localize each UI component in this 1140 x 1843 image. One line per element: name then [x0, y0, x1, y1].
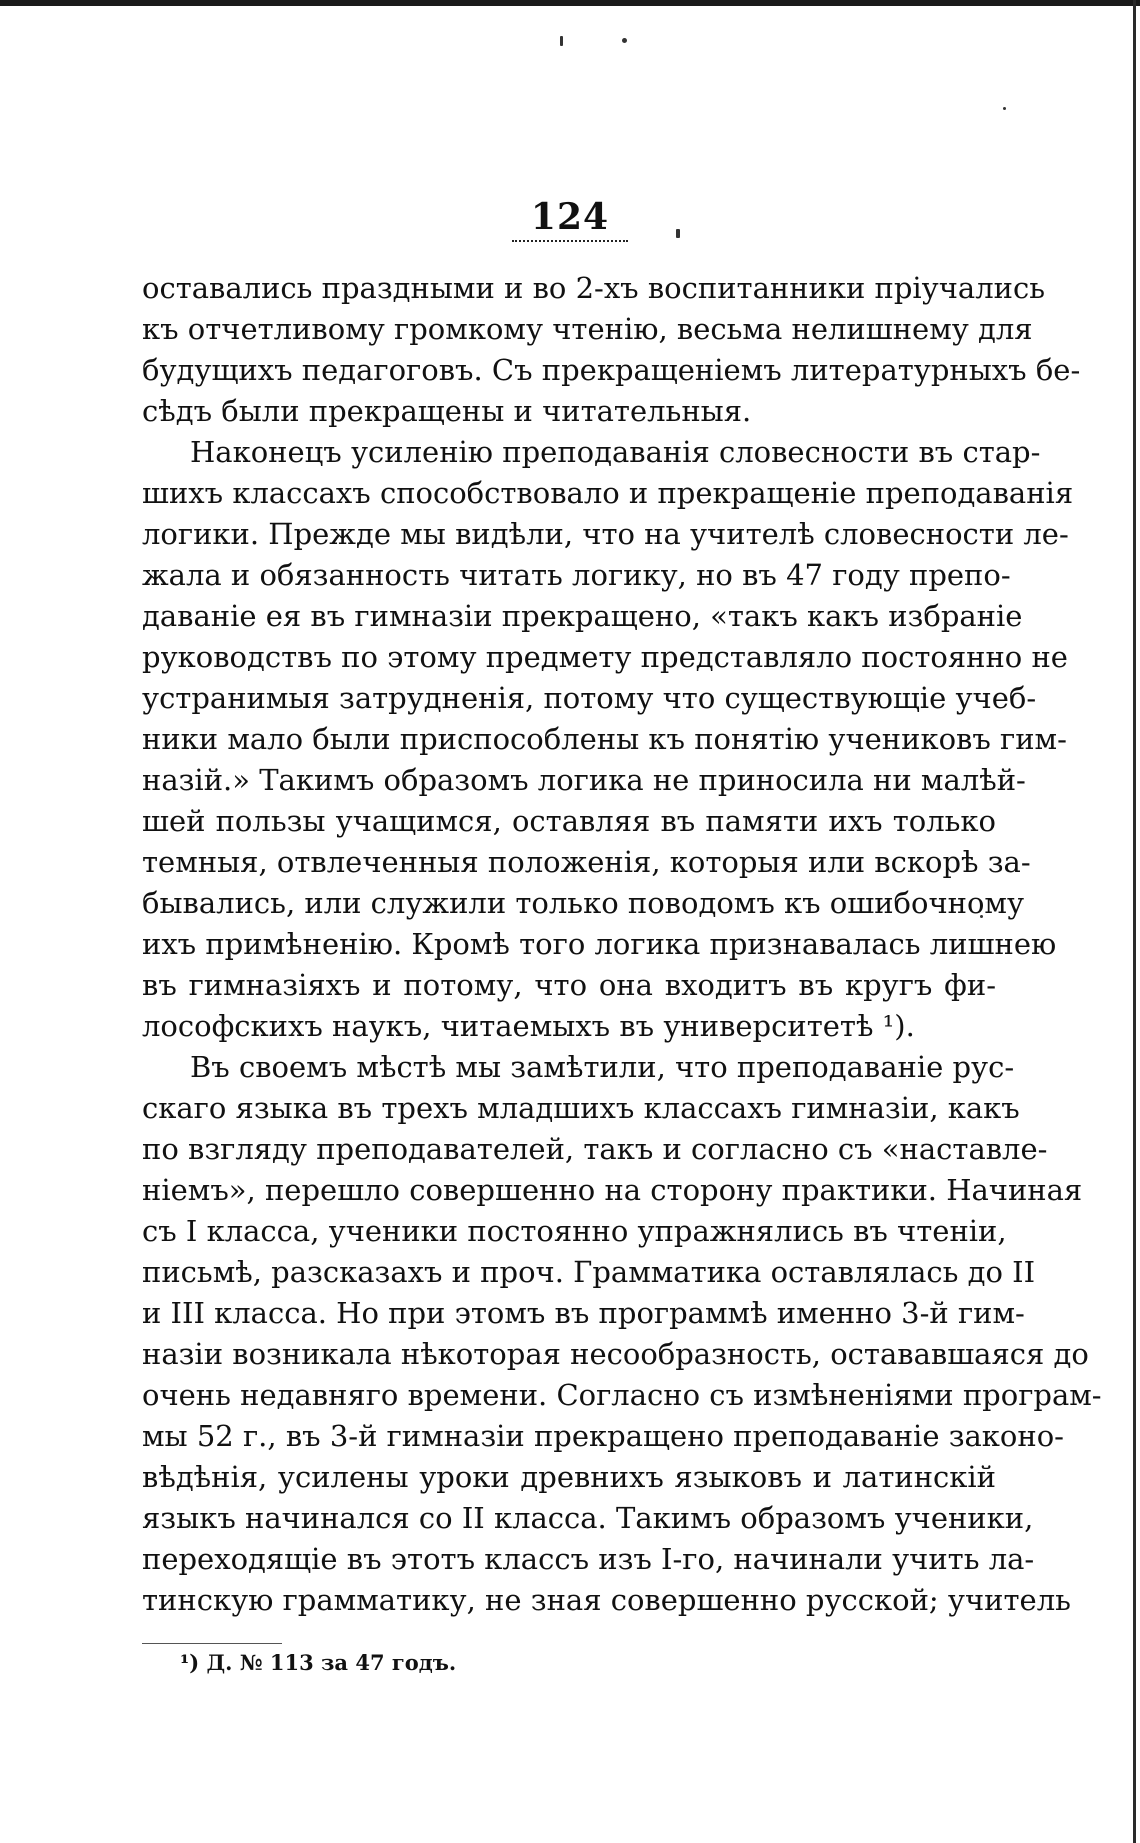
ink-speck — [560, 36, 563, 46]
page-number-underline — [512, 240, 628, 242]
body-text — [142, 268, 1102, 1621]
text-line: мы 52 г., въ 3-й гимназіи прекращено преподаваніе законо- — [142, 1419, 1064, 1453]
text-line: шихъ классахъ способствовало и прекращеніе преподаванія — [142, 476, 1074, 510]
page-number: 124 — [530, 196, 610, 238]
text-line: руководствъ по этому предмету представляло постоянно не — [142, 640, 1068, 674]
text-line: бывались, или служили только поводомъ къ ошибочному — [142, 886, 1025, 920]
text-line: къ отчетливому громкому чтенію, весьма нелишнему для — [142, 312, 1033, 346]
ink-speck — [622, 38, 627, 43]
text-line: Въ своемъ мѣстѣ мы замѣтили, что преподаваніе рус- — [190, 1050, 1015, 1084]
text-line: оставались праздными и во 2-хъ воспитанники пріучались — [142, 271, 1045, 305]
text-line: очень недавняго времени. Согласно съ измѣненіями програм- — [142, 1378, 1102, 1412]
top-border-rule — [0, 0, 1140, 6]
text-line: вѣдѣнія, усилены уроки древнихъ языковъ и латинскій — [142, 1460, 996, 1494]
text-line: логики. Прежде мы видѣли, что на учителѣ словесности ле- — [142, 517, 1069, 551]
footnote-separator — [142, 1643, 282, 1644]
text-line: темныя, отвлеченныя положенія, которыя или вскорѣ за- — [142, 845, 1031, 879]
text-line: ихъ примѣненію. Кромѣ того логика признавалась лишнею — [142, 927, 1057, 961]
text-line: по взгляду преподавателей, такъ и согласно съ «наставле- — [142, 1132, 1048, 1166]
text-line: языкъ начинался со II класса. Такимъ образомъ ученики, — [142, 1501, 1034, 1535]
footnote: ¹) Д. № 113 за 47 годъ. — [180, 1650, 457, 1675]
text-line: ніемъ», перешло совершенно на сторону практики. Начиная — [142, 1173, 1083, 1207]
text-line: скаго языка въ трехъ младшихъ классахъ гимназіи, какъ — [142, 1091, 1020, 1125]
text-line: назій.» Такимъ образомъ логика не приносила ни малѣй- — [142, 763, 1026, 797]
right-border-rule — [1133, 0, 1136, 1843]
text-line: и III класса. Но при этомъ въ программѣ именно 3-й гим- — [142, 1296, 1025, 1330]
text-line: даваніе ея въ гимназіи прекращено, «такъ какъ избраніе — [142, 599, 1023, 633]
text-line: будущихъ педагоговъ. Съ прекращеніемъ литературныхъ бе- — [142, 353, 1081, 387]
text-line: сѣдъ были прекращены и читательныя. — [142, 394, 752, 428]
text-line: тинскую грамматику, не зная совершенно русской; учитель — [142, 1583, 1071, 1617]
text-line: письмѣ, разсказахъ и проч. Грамматика оставлялась до II — [142, 1255, 1036, 1289]
text-line: лософскихъ наукъ, читаемыхъ въ университетѣ ¹). — [142, 1009, 915, 1043]
text-line: съ I класса, ученики постоянно упражнялись въ чтеніи, — [142, 1214, 1007, 1248]
text-line: назіи возникала нѣкоторая несообразность, остававшаяся до — [142, 1337, 1089, 1371]
text-line: ники мало были приспособлены къ понятію учениковъ гим- — [142, 722, 1067, 756]
text-line: переходящіе въ этотъ классъ изъ I-го, начинали учить ла- — [142, 1542, 1035, 1576]
text-line: въ гимназіяхъ и потому, что она входитъ въ кругъ фи- — [142, 968, 996, 1002]
text-line: устранимыя затрудненія, потому что существующіе учеб- — [142, 681, 1037, 715]
text-line: шей пользы учащимся, оставляя въ памяти ихъ только — [142, 804, 996, 838]
ink-speck — [1003, 107, 1006, 110]
text-line: жала и обязанность читать логику, но въ 47 году препо- — [142, 558, 1011, 592]
text-line: Наконецъ усиленію преподаванія словесности въ стар- — [190, 435, 1041, 469]
